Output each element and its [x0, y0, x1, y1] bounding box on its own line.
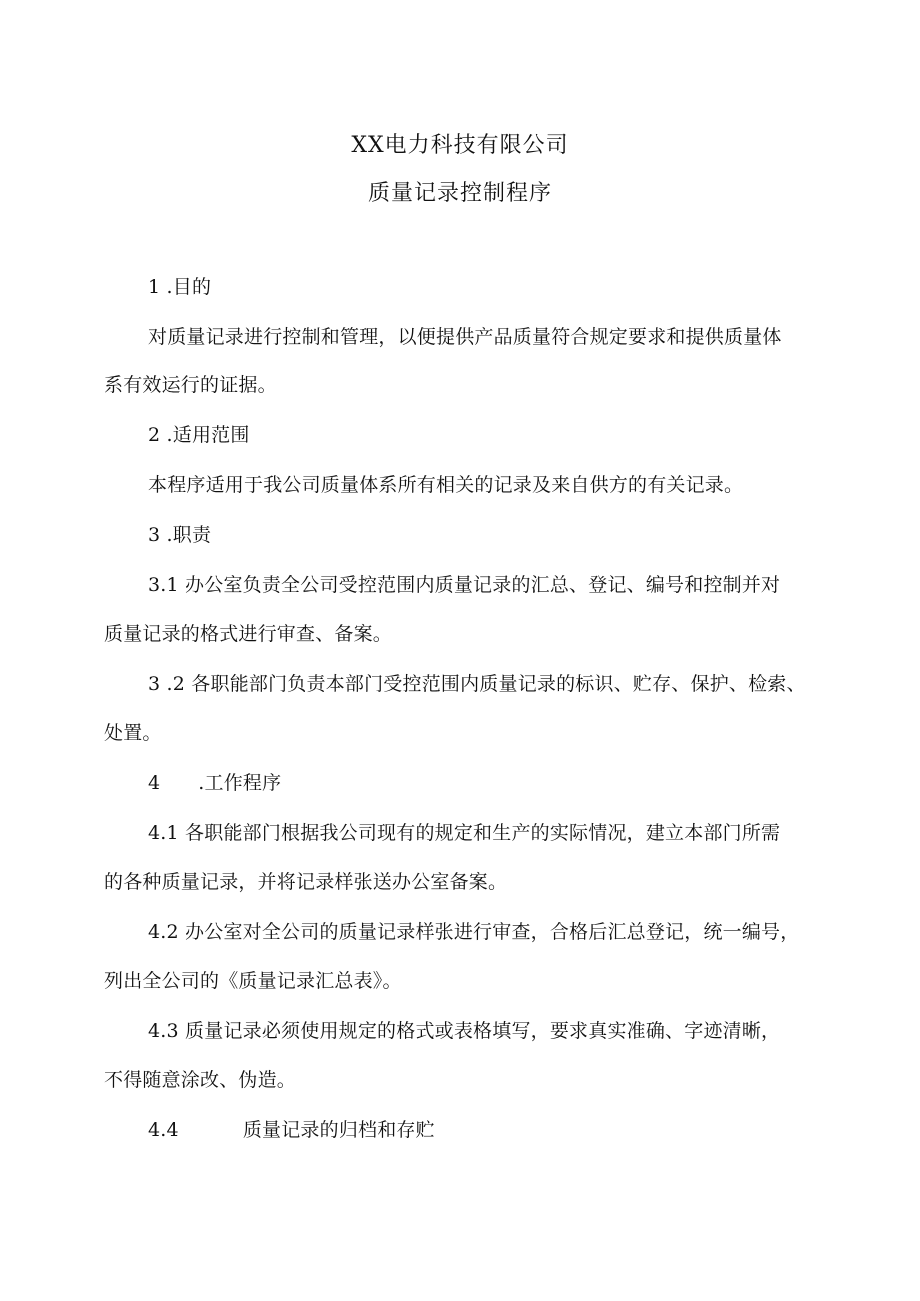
document-title: 质量记录控制程序	[367, 181, 552, 206]
section-4-4-heading	[148, 1115, 435, 1142]
section-2-body-line-1: 本程序适用于我公司质量体系所有相关的记录及来自供方的有关记录。	[148, 474, 744, 496]
section-4-2-line-1: 4.2 办公室对全公司的质量记录样张进行审查，合格后汇总登记，统一编号，	[148, 921, 800, 943]
section-1-body-line-2: 系有效运行的证据。	[104, 374, 277, 396]
section-3-2-line-2: 处置。	[104, 722, 162, 744]
section-4-3-line-1: 4.3 质量记录必须使用规定的格式或表格填写，要求真实准确、字迹清晰，	[148, 1020, 781, 1042]
section-3-2-line-1: 3 .2 各职能部门负责本部门受控范围内质量记录的标识、贮存、保护、检索、	[148, 673, 806, 695]
section-4-1-line-1: 4.1 各职能部门根据我公司现有的规定和生产的实际情况，建立本部门所需	[148, 822, 781, 844]
section-4-3-line-2: 不得随意涂改、伪造。	[104, 1069, 297, 1091]
section-3-heading: 3 .职责	[148, 524, 212, 546]
section-4-4-number: 4.4	[148, 1119, 179, 1141]
company-name: XX电力科技有限公司	[351, 133, 569, 158]
section-3-1-line-2: 质量记录的格式进行审查、备案。	[104, 623, 393, 645]
section-4-heading	[148, 768, 281, 795]
section-3-1-line-1: 3.1 办公室负责全公司受控范围内质量记录的汇总、登记、编号和控制并对	[148, 574, 781, 596]
section-2-heading: 2 .适用范围	[148, 424, 250, 446]
section-4-heading-number: 4	[148, 772, 161, 794]
section-4-4-text: 质量记录的归档和存贮	[242, 1119, 435, 1141]
section-4-heading-text: .工作程序	[198, 772, 282, 794]
section-1-body-line-1: 对质量记录进行控制和管理，以便提供产品质量符合规定要求和提供质量体	[148, 326, 782, 348]
section-1-heading: 1 .目的	[148, 276, 212, 298]
section-4-1-line-2: 的各种质量记录，并将记录样张送办公室备案。	[104, 871, 508, 893]
section-4-2-line-2: 列出全公司的《质量记录汇总表》。	[104, 970, 402, 992]
